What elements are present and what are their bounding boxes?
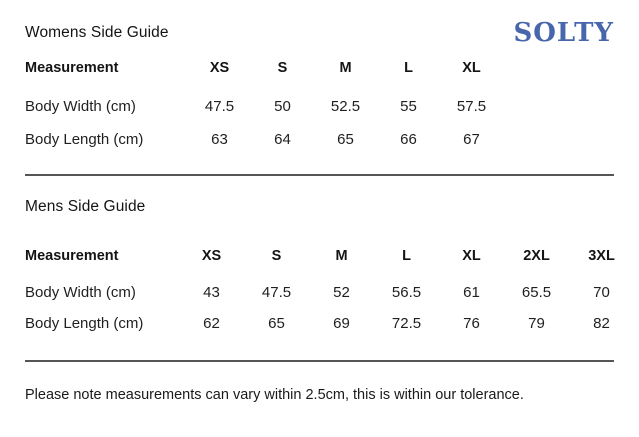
cell-value: 65.5 [521, 284, 552, 301]
cell-value: 66 [400, 131, 417, 148]
cell-value: 72.5 [391, 315, 422, 332]
column-header-m: M [335, 248, 348, 264]
cell-value: 55 [400, 98, 417, 115]
cell-value: 50 [274, 98, 291, 115]
table-row [25, 98, 614, 116]
column-header-measurement: Measurement [25, 60, 119, 76]
cell-value: 62 [203, 315, 220, 332]
cell-value: 70 [593, 284, 610, 301]
section-divider [25, 360, 614, 362]
cell-value: 52 [333, 284, 350, 301]
table-row [25, 284, 614, 302]
cell-value: 64 [274, 131, 291, 148]
mens-table-header-row [25, 248, 614, 264]
column-header-s: S [271, 248, 282, 264]
cell-value: 52.5 [330, 98, 361, 115]
row-label: Body Width (cm) [25, 98, 136, 115]
cell-value: 43 [203, 284, 220, 301]
column-header-l: L [404, 60, 413, 76]
column-header-xl: XL [462, 248, 481, 264]
column-header-s: S [277, 60, 288, 76]
cell-value: 79 [528, 315, 545, 332]
cell-value: 82 [593, 315, 610, 332]
cell-value: 69 [333, 315, 350, 332]
cell-value: 47.5 [204, 98, 235, 115]
row-label: Body Length (cm) [25, 315, 144, 332]
section-divider [25, 174, 614, 176]
column-header-xs: XS [209, 60, 230, 76]
cell-value: 47.5 [261, 284, 292, 301]
mens-section-title: Mens Side Guide [25, 198, 146, 215]
column-header-measurement: Measurement [25, 248, 119, 264]
row-label: Body Width (cm) [25, 284, 136, 301]
cell-value: 56.5 [391, 284, 422, 301]
column-header-l: L [402, 248, 411, 264]
table-row [25, 131, 614, 149]
column-header-m: M [339, 60, 352, 76]
column-header-2xl: 2XL [523, 248, 550, 264]
row-label: Body Length (cm) [25, 131, 144, 148]
brand-logo: SOLTY [513, 18, 614, 48]
mens-size-table [25, 248, 614, 333]
cell-value: 65 [268, 315, 285, 332]
womens-size-table [25, 60, 614, 149]
table-row [25, 315, 614, 333]
cell-value: 63 [211, 131, 228, 148]
column-header-3xl: 3XL [588, 248, 615, 264]
cell-value: 57.5 [456, 98, 487, 115]
cell-value: 65 [337, 131, 354, 148]
tolerance-note: Please note measurements can vary within 2.5cm, this is within our tolerance. [25, 387, 524, 403]
page-header [25, 18, 614, 48]
cell-value: 61 [463, 284, 480, 301]
column-header-xl: XL [462, 60, 481, 76]
cell-value: 76 [463, 315, 480, 332]
cell-value: 67 [463, 131, 480, 148]
column-header-xs: XS [201, 248, 222, 264]
womens-section-title: Womens Side Guide [25, 24, 169, 41]
womens-table-header-row [25, 60, 614, 76]
